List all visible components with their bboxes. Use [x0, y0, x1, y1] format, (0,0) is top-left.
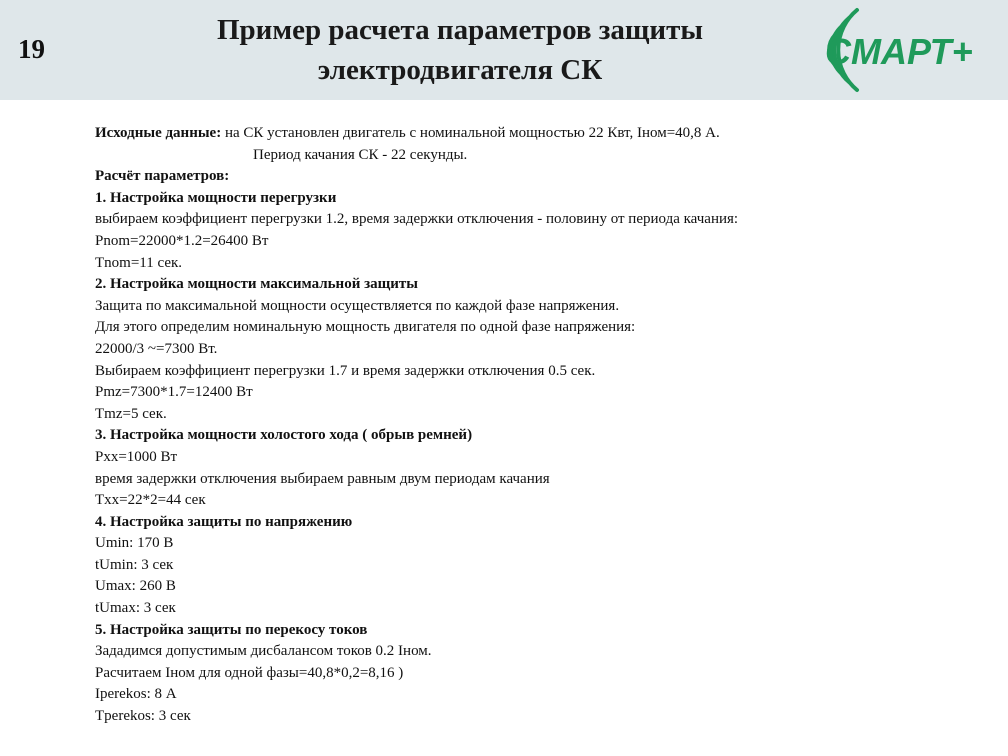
section-5-line: Tperekos: 3 сек [95, 708, 191, 725]
header-band [0, 0, 1008, 100]
intro-line [95, 123, 995, 145]
section-2-line: Pmz=7300*1.7=12400 Вт [95, 384, 253, 401]
section-1-line: Pnom=22000*1.2=26400 Вт [95, 232, 269, 249]
section-5-heading: 5. Настройка защиты по перекосу токов [95, 621, 368, 638]
section-4-line: Umin: 170 В [95, 535, 174, 552]
document-body [95, 123, 995, 728]
logo-text: СМАРТ+ [825, 31, 973, 72]
calc-heading: Расчёт параметров: [95, 168, 230, 185]
section-4-line: tUmin: 3 сек [95, 556, 174, 573]
section-1-heading: 1. Настройка мощности перегрузки [95, 189, 337, 206]
page-title [150, 10, 770, 90]
intro-text: на СК установлен двигатель с номинальной мощностью 22 Квт, Iном=40,8 А. [221, 125, 720, 141]
section-3-heading: 3. Настройка мощности холостого хода ( обрыв ремней) [95, 427, 473, 444]
intro-line-2: Период качания СК - 22 секунды. [253, 146, 468, 163]
page-number: 19 [18, 34, 45, 64]
section-5-line: Iperekos: 8 А [95, 686, 177, 703]
section-1-line: Tnom=11 сек. [95, 254, 183, 271]
title-line-1: Пример расчета параметров защиты [216, 14, 703, 46]
section-2-heading: 2. Настройка мощности максимальной защиты [95, 276, 418, 293]
section-5-line: Расчитаем Iном для одной фазы=40,8*0,2=8,16 ) [95, 664, 404, 681]
smart-plus-logo [795, 4, 1005, 96]
section-1-line: выбираем коэффициент перегрузки 1.2, время задержки отключения - половину от периода качания: [95, 211, 739, 228]
section-5-line: Зададимся допустимым дисбалансом токов 0.2 Iном. [95, 643, 432, 660]
title-line-2: электродвигателя СК [317, 54, 603, 86]
section-2-line: 22000/3 ~=7300 Вт. [95, 340, 218, 357]
section-4-line: Umax: 260 В [95, 578, 176, 595]
section-2-line: Для этого определим номинальную мощность двигателя по одной фазе напряжения: [95, 319, 636, 336]
section-3-line: Pxx=1000 Вт [95, 448, 178, 465]
section-2-line: Выбираем коэффициент перегрузки 1.7 и время задержки отключения 0.5 сек. [95, 362, 596, 379]
section-4-line: tUmax: 3 сек [95, 600, 176, 617]
intro-label: Исходные данные: [95, 125, 222, 141]
section-4-heading: 4. Настройка защиты по напряжению [95, 513, 353, 530]
section-3-line: время задержки отключения выбираем равным двум периодам качания [95, 470, 550, 487]
section-2-line: Tmz=5 сек. [95, 405, 167, 422]
section-3-line: Txx=22*2=44 сек [95, 492, 206, 509]
section-2-line: Защита по максимальной мощности осуществляется по каждой фазе напряжения. [95, 297, 620, 314]
